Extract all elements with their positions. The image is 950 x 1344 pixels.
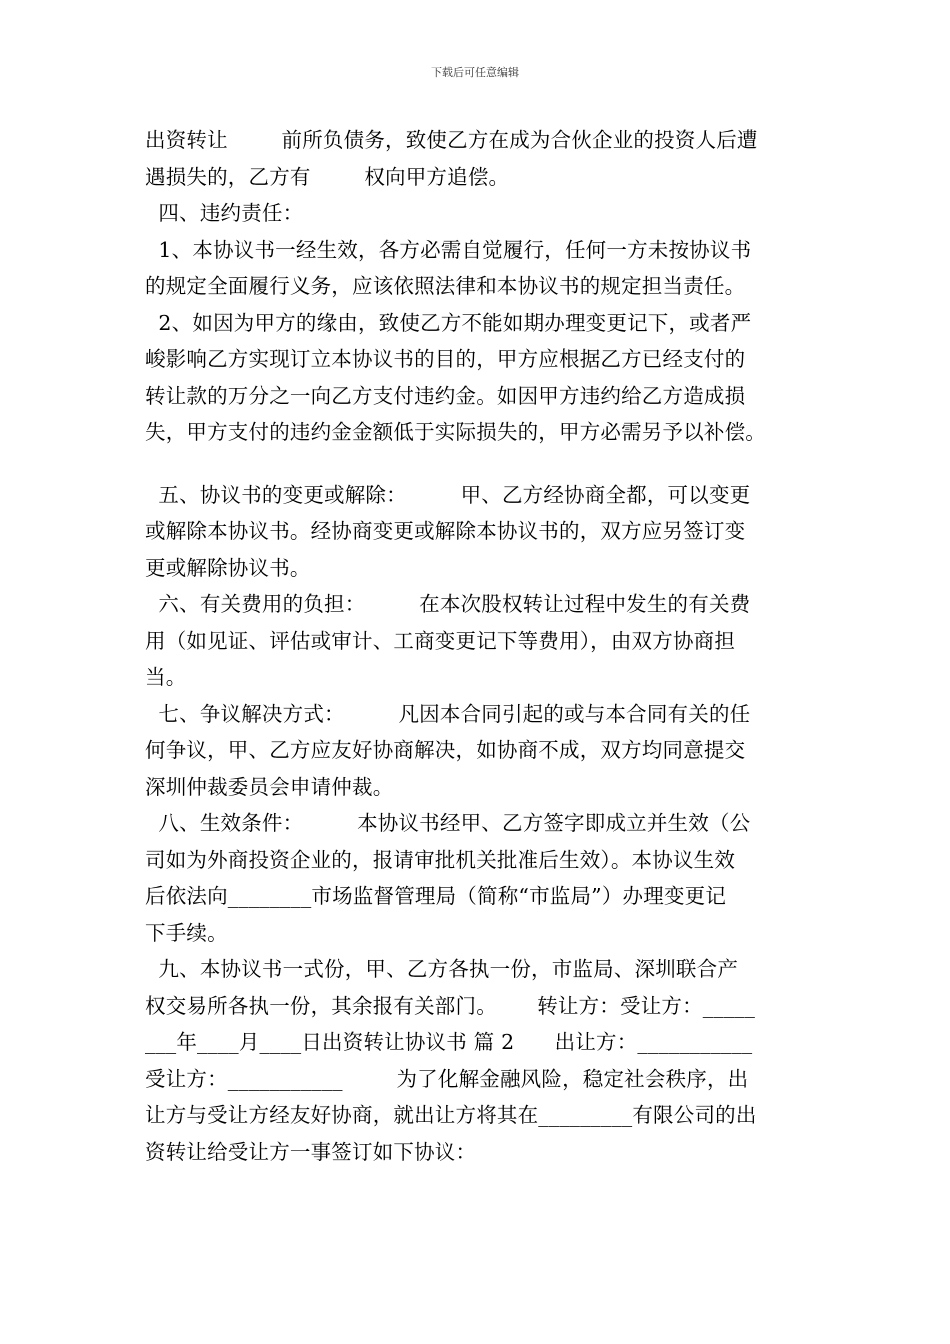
- text-line: 或解除本协议书。经协商变更或解除本协议书的，双方应另签订变: [145, 519, 746, 543]
- text-line: 遇损失的，乙方有 权向甲方追偿。: [145, 164, 510, 189]
- text-line: 2、如因为甲方的缘由，致使乙方不能如期办理变更记下，或者严: [145, 310, 752, 335]
- text-line: 六、有关费用的负担： 在本次股权转让过程中发生的有关费: [145, 592, 751, 616]
- paragraph-gap: [145, 451, 827, 477]
- text-line: 何争议，甲、乙方应友好协商解决，如协商不成，双方均同意提交: [145, 738, 746, 762]
- text-line: 峻影响乙方实现订立本协议书的目的，甲方应根据乙方已经支付的: [145, 347, 746, 371]
- page-header: 下载后可任意编辑: [431, 66, 519, 79]
- text-line: 失，甲方支付的违约金金额低于实际损失的，甲方必需另予以补偿。: [145, 420, 766, 444]
- text-line: 1、本协议书一经生效，各方必需自觉履行，任何一方未按协议书: [145, 237, 752, 262]
- text-line: 资转让给受让方一事签订如下协议：: [145, 1139, 477, 1164]
- text-line: 深圳仲裁委员会申请仲裁。: [145, 774, 394, 799]
- text-line: 下手续。: [145, 920, 228, 945]
- text-line: 八、生效条件： 本协议书经甲、乙方签字即成立并生效（公: [145, 811, 751, 835]
- text-line: 权交易所各执一份，其余报有关部门。 转让方：受让方：_____: [145, 993, 756, 1018]
- text-line: 让方与受让方经友好协商，就出让方将其在_________有限公司的出: [145, 1103, 757, 1127]
- document-body: [145, 122, 827, 1170]
- text-line: 更或解除协议书。: [145, 555, 311, 580]
- text-line: 后依法向________市场监督管理局（简称“市监局”）办理变更记: [145, 884, 727, 908]
- text-line: 五、协议书的变更或解除： 甲、乙方经协商全都，可以变更: [145, 482, 751, 507]
- text-line: 出资转让 前所负债务，致使乙方在成为合伙企业的投资人后遭: [145, 128, 758, 152]
- text-line: 用（如见证、评估或审计、工商变更记下等费用），由双方协商担: [145, 628, 736, 653]
- text-line: 受让方：___________ 为了化解金融风险，稳定社会秩序，出: [145, 1066, 749, 1091]
- text-line: 七、争议解决方式： 凡因本合同引起的或与本合同有关的任: [145, 701, 751, 726]
- text-line: 九、本协议书一式份，甲、乙方各执一份，市监局、深圳联合产: [145, 957, 739, 981]
- text-line: 当。: [145, 665, 187, 689]
- text-line: 转让款的万分之一向乙方支付违约金。如因甲方违约给乙方造成损: [145, 383, 746, 408]
- text-line: ___年____月____日出资转让协议书 篇 2 出让方：___________: [145, 1030, 753, 1054]
- text-line: 司如为外商投资企业的，报请审批机关批准后生效）。本协议生效: [145, 847, 736, 872]
- text-line: 的规定全面履行义务，应该依照法律和本协议书的规定担当责任。: [145, 274, 746, 298]
- text-line: 四、违约责任：: [145, 201, 304, 225]
